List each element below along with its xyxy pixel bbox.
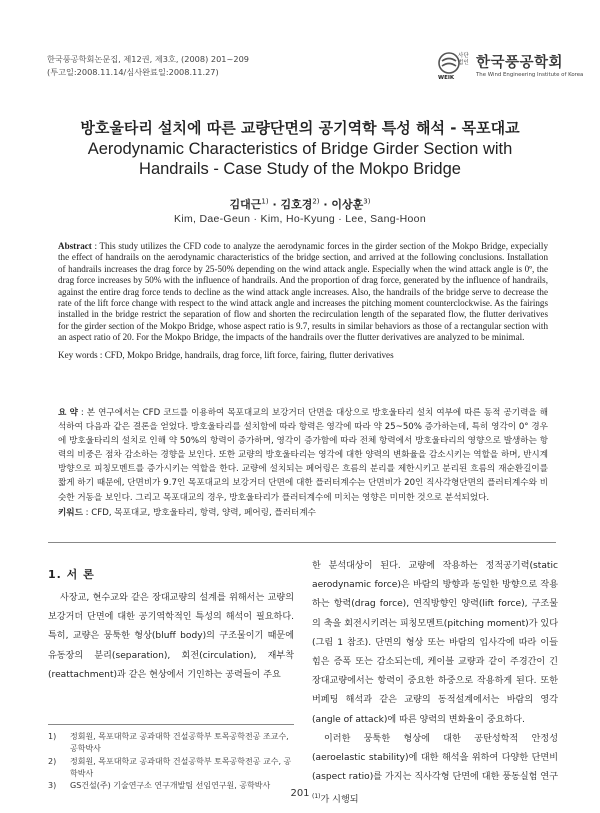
footnote	[48, 731, 294, 756]
abstract-body: : This study utilizes the CFD code to analyze the aerodynamic forces in the girder section of the Mokpo Bridge, expecially the effect of handrails on the aerodynamic characteristics of the bridge section, and arrived at the following conclusions. Installation of handrails increases the drag force by 25-50% depending on the wind attack angle. Especially when the wind attack angle is 0º, the drag force increases by 50% with the influence of handrails. And the proportion of drag force, generated by the influence of handrails, against the entire drag force tends to decline as the wind attack angle increases. Also, the handrails of the bridge serve to decrease the rate of the lift force change with respect to the wind attack angle and increases the pitching moment counterclockwise. As the fairings installed in the bridge restrict the separation of flow and shorten the recirculation length of the separated flow, the flutter derivatives for the girder section of the Mokpo Bridge, whose aspect ratio is 9.7, results in similar behaviors as those of a rectangular section with an aspect ratio of 20. For the Mokpo Bridge, the impacts of the handrails over the flutter derivatives are analyzed to be minimal.	[58, 241, 549, 343]
korean-abstract-body: : 본 연구에서는 CFD 코드를 이용하여 목포대교의 보강거더 단면을 대상으로 방호울타리 설치 여부에 따른 동적 공기력을 해석하여 다음과 같은 결론을 얻었다. 방호울타리를 설치함에 따라 항력은 영각에 따라 약 25~50% 증가하는데, 특히 영각이 0° 경우에 방호울타리의 설치로 인해 약 50%의 항력이 증가하며, 영각이 증가함에 따라 전체 항력에서 방호울타리의 영향으로 발생하는 항력의 비중은 점차 감소하는 경향을 보인다. 또한 교량의 방호울타리는 영각에 대한 양력의 변화율을 감소시키는 역할을 하며, 반시계방향으로 피칭모멘트를 증가시키는 역할을 한다. 교량에 설치되는 페어링은 흐름의 분리를 제한시키고 분리된 흐름의 재순환길이를 짧게 하기 때문에, 단면비가 9.7인 목포대교의 보강거더 단면에 대한 플러터계수는 단면비가 20인 직사각형단면의 플러터계수와 비슷한 거동을 보인다. 그리고 목포대교의 경우, 방호울타리가 플러터계수에 미치는 영향은 미미한 것으로 분석되었다.	[58, 408, 548, 503]
author-2-mark: 2)	[312, 197, 320, 206]
submission-dates: (투고일:2008.11.14/심사완료일:2008.11.27)	[47, 67, 219, 77]
intro-paragraph-3-tail: 가 시행되	[320, 795, 359, 806]
authors-korean	[0, 196, 600, 212]
footnote-number: 2)	[48, 756, 57, 766]
journal-info	[47, 53, 249, 79]
wind-logo-icon	[438, 52, 460, 74]
keywords-korean-label: 키워드	[58, 507, 83, 518]
author-1-mark: 1)	[261, 197, 269, 206]
author-3-mark: 3)	[363, 197, 371, 206]
footnote-divider	[48, 724, 294, 725]
footnote-text: GS건설(주) 기술연구소 연구개발팀 선임연구원, 공학박사	[70, 781, 271, 791]
keywords-korean-list: : CFD, 목포대교, 방호울타리, 항력, 양력, 페어링, 플러터계수	[85, 507, 316, 518]
footnote-number: 3)	[48, 781, 57, 791]
intro-paragraph-1: 사장교, 현수교와 같은 장대교량의 설계를 위해서는 교량의 보강거더 단면에 대한 공기역학적인 특성의 해석이 필요하다. 특히, 교량은 뭉툭한 형상(bluff body)의 구조물이기 때문에 유동장의 분리(separation), 회전(circulation), 재부착(reattachment)과 같은 현상에서 기인하는 공력들이 주요	[48, 593, 294, 680]
abstract-label: Abstract	[58, 241, 92, 251]
intro-paragraph-2: 한 분석대상이 된다. 교량에 작용하는 정적공기력(static aerodynamic force)은 바람의 방향과 동일한 방향으로 작용하는 항력(drag force), 연직방향인 양력(lift force), 구조물의 축을 회전시키려는 피칭모멘트(pitching moment)가 있다(그림 1 참조). 단면의 형상 또는 바람의 입사각에 따라 이들 힘은 증폭 또는 감소되는데, 케이블 교량과 같이 주경간이 긴 장대교량에서는 항력이 중요한 하중으로 작용하게 된다. 또한 버페팅 해석과 같은 교량의 동적설계에서는 바람의 영각(angle of attack)에 따른 양력의 변화율이 중요하다.	[312, 561, 558, 725]
society-logo	[438, 50, 584, 84]
korean-abstract-label: 요 약	[58, 408, 78, 418]
left-column	[48, 589, 294, 685]
author-separator: ·	[268, 198, 281, 211]
author-separator: ·	[319, 198, 332, 211]
keywords-english: Key words : CFD, Mokpo Bridge, handrails, drag force, lift force, fairing, flutter derivatives	[58, 349, 394, 360]
footnotes	[48, 731, 294, 792]
author-1: 김대근	[229, 198, 262, 211]
logo-english-name: The Wind Engineering Institute of Korea	[476, 72, 584, 78]
logo-acronym: WEIK	[438, 75, 455, 81]
right-column	[312, 557, 558, 811]
logo-corp-label: 사단 법인	[458, 53, 469, 66]
intro-paragraph-3-text: 이러한 뭉툭한 형상에 대한 공탄성학적 안정성(aeroelastic stability)에 대한 해석을 위하여 다양한 단면비(aspect ratio)를 가지는 직사각형 단면에 대한 풍동실험 연구	[312, 733, 558, 783]
citation-ref: (1)	[312, 793, 321, 801]
footnote-text: 정회원, 목포대학교 공과대학 건설공학부 토목공학전공 조교수, 공학박사	[70, 732, 289, 754]
abstract-text	[58, 241, 548, 344]
title-english: Aerodynamic Characteristics of Bridge Girder Section with Handrails - Case Study of the Mokpo Bridge	[87, 140, 513, 178]
footnote-number: 1)	[48, 732, 57, 741]
journal-citation: 한국풍공학회논문집, 제12권, 제3호, (2008) 201~209	[47, 54, 250, 64]
page-number: 201	[290, 788, 310, 799]
section-divider	[48, 542, 556, 543]
logo-society-name: 한국풍공학회	[476, 55, 564, 71]
korean-abstract-text	[58, 406, 548, 505]
author-3: 이상훈	[331, 198, 364, 211]
abstract-korean	[58, 406, 548, 520]
author-2: 김호경	[280, 198, 313, 211]
authors-english: Kim, Dae-Geun · Kim, Ho-Kyung · Lee, Sang-Hoon	[174, 213, 426, 225]
keywords-korean	[58, 506, 548, 520]
title-korean: 방호울타리 설치에 따른 교량단면의 공기역학 특성 해석 - 목포대교	[80, 119, 520, 137]
footnote-text: 정회원, 목포대학교 공과대학 건설공학부 토목공학전공 교수, 공학박사	[70, 756, 292, 778]
section-heading: 1. 서 론	[48, 568, 95, 581]
footnote	[48, 756, 294, 781]
